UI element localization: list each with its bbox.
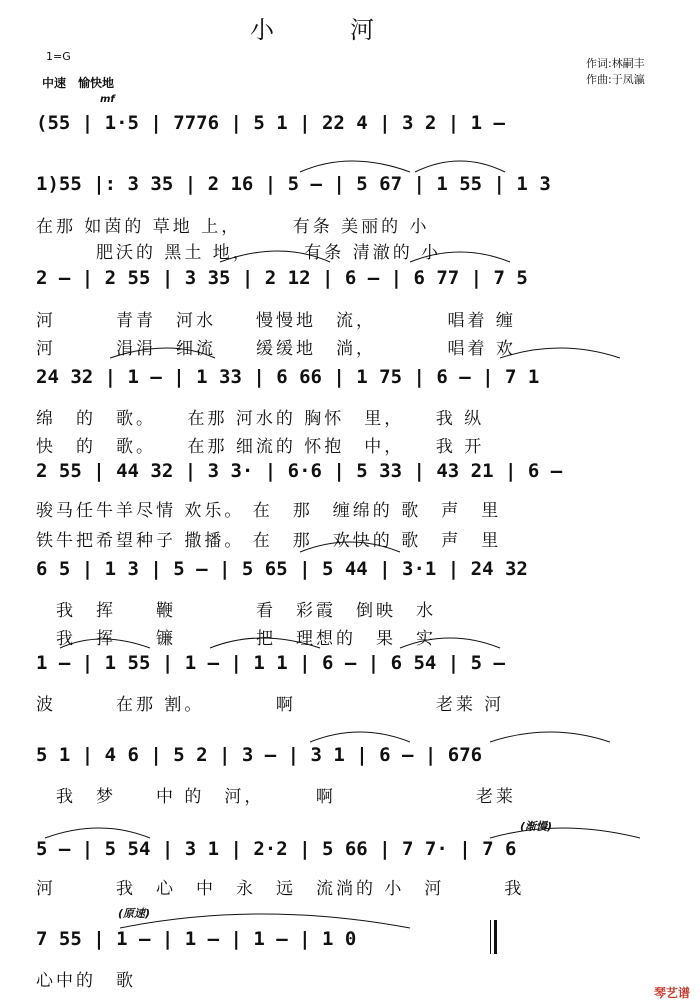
slow-marking: (渐慢) (520, 820, 553, 833)
lyricist: 作词:林嗣丰 (586, 57, 645, 70)
notation-text: 6 5 | 1 3 | 5 – | 5 65 | 5 44 | 3·1 | 24 32 (36, 558, 528, 580)
slur (110, 348, 215, 358)
lyric-line: 铁牛把希望种子 撒播。 在 那 欢快的 歌 声 里 (36, 531, 502, 551)
lyric-line: 我 挥 镰 把 理想的 果 实 (36, 629, 436, 649)
lyric-line: 心中的 歌 (36, 971, 136, 991)
tempo-marking: 中速 愉快地 (42, 76, 115, 90)
notation-text: (55 | 1·5 | 7776 | 5 1 | 22 4 | 3 2 | 1 – (36, 112, 505, 134)
composer: 作曲:于凤瀛 (586, 73, 645, 86)
slur (45, 828, 150, 838)
score-title: 小 河 (250, 16, 400, 44)
lyric-line: 我 梦 中 的 河， 啊 老莱 (36, 787, 516, 807)
lyric-line: 波 在那 割。 啊 老莱 河 (36, 695, 505, 715)
lyric-line: 绵 的 歌。 在那 河水的 胸怀 里， 我 纵 (36, 409, 485, 429)
slur (60, 639, 150, 648)
lyric-line: 河 涓涓 细流 缓缓地 淌， 唱着 欢 (36, 339, 516, 359)
slur (400, 638, 500, 648)
slur (310, 732, 410, 742)
notation-text: 1 – | 1 55 | 1 – | 1 1 | 6 – | 6 54 | 5 – (36, 652, 505, 674)
slur (415, 161, 505, 172)
slur (300, 161, 410, 172)
slur (490, 732, 610, 742)
lyric-line: 肥沃的 黑土 地， 有条 清澈的 小 (36, 243, 442, 263)
original-tempo-marking: (原速) (118, 907, 151, 920)
notation-text: 7 55 | 1 – | 1 – | 1 – | 1 0 (36, 928, 357, 950)
dynamic-marking: mf (100, 94, 115, 105)
notation-text: 5 1 | 4 6 | 5 2 | 3 – | 3 1 | 6 – | 676 (36, 744, 483, 766)
slur (220, 251, 330, 262)
lyric-line: 河 我 心 中 永 远 流淌的 小 河 我 (36, 879, 525, 899)
lyric-line: 快 的 歌。 在那 细流的 怀抱 中， 我 开 (36, 437, 485, 457)
notation-text: 1)55 |: 3 35 | 2 16 | 5 – | 5 67 | 1 55 | 1 3 (36, 173, 551, 195)
key-signature: 1=G (46, 50, 71, 63)
slur (410, 252, 510, 262)
lyric-line: 我 挥 鞭 看 彩霞 倒映 水 (36, 601, 436, 621)
watermark: 琴艺谱 (653, 986, 690, 1000)
notation-text: 24 32 | 1 – | 1 33 | 6 66 | 1 75 | 6 – | 7 1 (36, 366, 540, 388)
lyric-line: 河 青青 河水 慢慢地 流， 唱着 缠 (36, 311, 516, 331)
slur (500, 348, 620, 358)
slur (490, 828, 640, 838)
lyric-line: 在那 如茵的 草地 上， 有条 美丽的 小 (36, 217, 430, 237)
notation-text: 2 55 | 44 32 | 3 3· | 6·6 | 5 33 | 43 21 | 6 – (36, 460, 563, 482)
slur (120, 914, 410, 928)
lyric-line: 骏马任牛羊尽情 欢乐。 在 那 缠绵的 歌 声 里 (36, 501, 502, 521)
notation-text: 5 – | 5 54 | 3 1 | 2·2 | 5 66 | 7 7· | 7 6 (36, 838, 517, 860)
slur (300, 542, 400, 552)
notation-text: 2 – | 2 55 | 3 35 | 2 12 | 6 – | 6 77 | 7 5 (36, 267, 528, 289)
slur (210, 638, 320, 648)
